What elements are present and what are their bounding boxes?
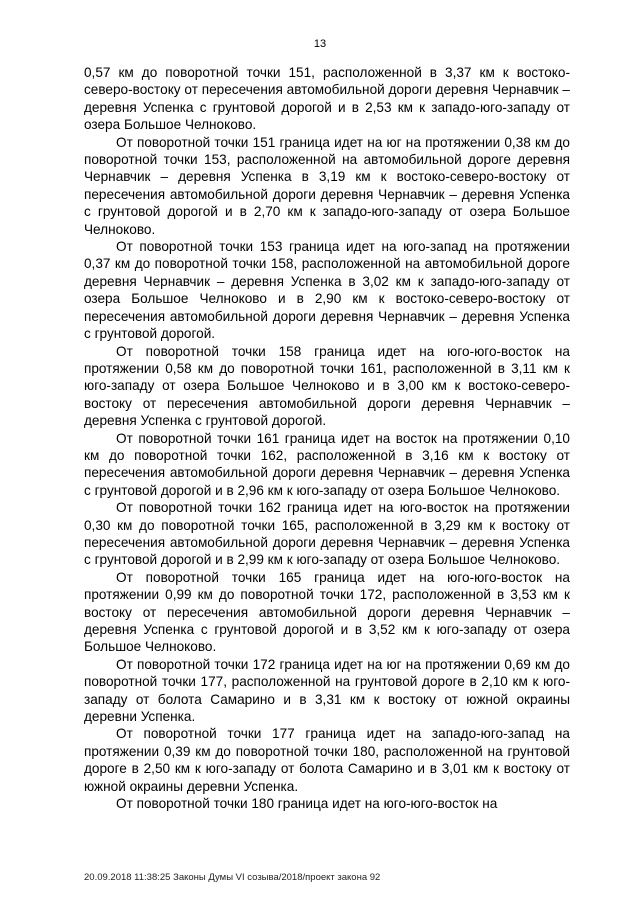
document-footer: 20.09.2018 11:38:25 Законы Думы VI созыва/2018/проект закона 92 <box>84 872 381 883</box>
page-number: 13 <box>313 38 327 50</box>
paragraph-6: От поворотной точки 162 граница идет на юго-восток на протяжении 0,30 км до поворотной точки 165, расположенной в 3,29 км к востоку от пересечения автомобильной дороги деревня Чернавчик – деревня Успенка с грунтовой дорогой и в 2,99 км к юго-западу от озера Большое Челноково. <box>84 500 570 568</box>
paragraph-3: От поворотной точки 153 граница идет на юго-запад на протяжении 0,37 км до поворотной точки 158, расположенной на автомобильной дороге деревня Чернавчик – деревня Успенка в 3,02 км к западо-юго-западу от озера Большое Челноково и в 2,90 км к востоко-северо-востоку от пересечения автомобильной дороги деревня Чернавчик – деревня Успенка с грунтовой дорогой. <box>84 239 570 342</box>
paragraph-5: От поворотной точки 161 граница идет на восток на протяжении 0,10 км до поворотной точки 162, расположенной в 3,16 км к востоку от пересечения автомобильной дороги деревня Чернавчик – деревня Успенка с грунтовой дорогой и в 2,96 км к юго-западу от озера Большое Челноково. <box>84 430 570 498</box>
paragraph-4: От поворотной точки 158 граница идет на юго-юго-восток на протяжении 0,58 км до поворотной точки 161, расположенной в 3,11 км к юго-западу от озера Большое Челноково и в 3,00 км к востоко-северо-востоку от пересечения автомобильной дороги деревня Чернавчик – деревня Успенка с грунтовой дорогой. <box>84 343 570 429</box>
paragraph-2: От поворотной точки 151 граница идет на юг на протяжении 0,38 км до поворотной точки 153, расположенной на автомобильной дороге деревня Чернавчик – деревня Успенка в 3,19 км к востоко-северо-востоку от пересечения автомобильной дороги деревня Чернавчик – деревня Успенка с грунтовой дорогой и в 2,70 км к западо-юго-западу от озера Большое Челноково. <box>84 134 570 237</box>
document-body <box>84 64 570 812</box>
paragraph-1: 0,57 км до поворотной точки 151, расположенной в 3,37 км к востоко-северо-востоку от пересечения автомобильной дороги деревня Чернавчик – деревня Успенка с грунтовой дорогой и в 2,53 км к западо-юго-западу от озера Большое Челноково. <box>84 65 570 133</box>
paragraph-10: От поворотной точки 180 граница идет на юго-юго-восток на <box>116 796 498 812</box>
paragraph-9: От поворотной точки 177 граница идет на западо-юго-запад на протяжении 0,39 км до поворотной точки 180, расположенной на грунтовой дороге в 2,50 км к юго-западу от болота Самарино и в 3,01 км к востоку от южной окраины деревни Успенка. <box>84 726 570 794</box>
paragraph-7: От поворотной точки 165 граница идет на юго-юго-восток на протяжении 0,99 км до поворотной точки 172, расположенной в 3,53 км к востоку от пересечения автомобильной дороги деревня Чернавчик – деревня Успенка с грунтовой дорогой и в 3,52 км к юго-западу от озера Большое Челноково. <box>84 569 570 655</box>
paragraph-8: От поворотной точки 172 граница идет на юг на протяжении 0,69 км до поворотной точки 177, расположенной на грунтовой дороге в 2,10 км к юго-западу от болота Самарино и в 3,31 км к востоку от южной окраины деревни Успенка. <box>84 656 570 725</box>
